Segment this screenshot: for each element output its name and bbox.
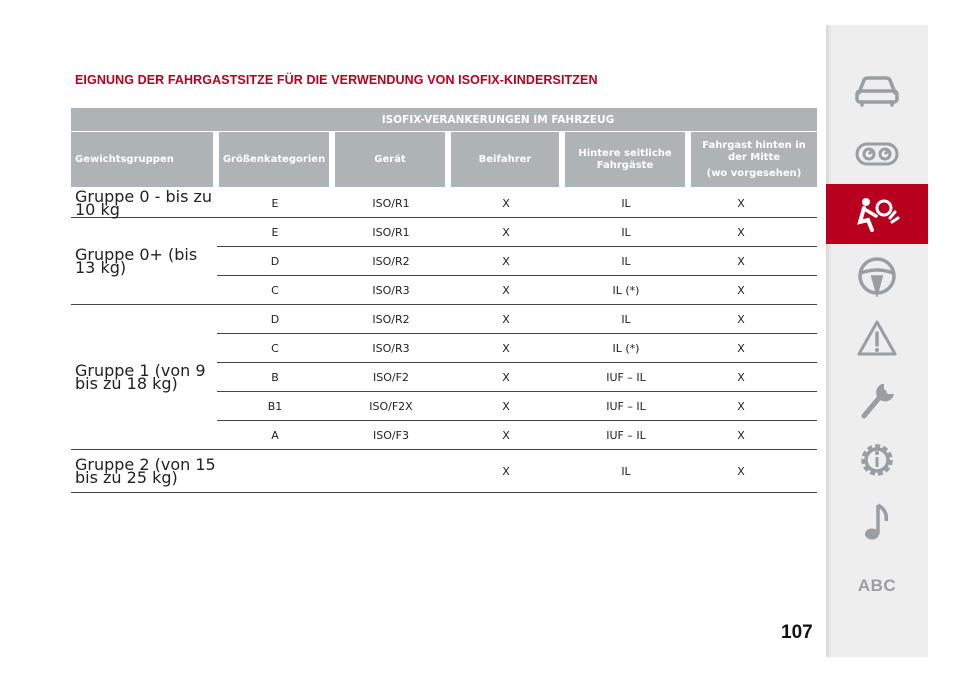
header-rear-side-passengers: Hintere seitliche Fahrgäste [565, 132, 685, 187]
table-cell: ISO/F2 [373, 370, 409, 384]
table-cell: E [271, 225, 279, 239]
table-cell: B [271, 370, 279, 384]
table-row [217, 392, 817, 421]
header-device: Gerät [335, 132, 445, 187]
table-row [217, 363, 817, 392]
weight-group-label: Gruppe 1 (von 9 bis zu 18 kg) [75, 361, 206, 393]
table-cell: X [737, 341, 745, 355]
weight-group-label: Gruppe 2 (von 15 bis zu 25 kg) [75, 455, 216, 487]
table-row [217, 276, 817, 304]
table-cell: X [737, 254, 745, 268]
sidebar-item-technical[interactable] [826, 430, 928, 490]
header-rear-center-label: Fahrgast hinten in der Mitte [702, 139, 806, 163]
car-icon [854, 73, 900, 107]
table-row [217, 421, 817, 449]
table-cell: X [502, 196, 510, 210]
weight-group-label: Gruppe 0+ (bis 13 kg) [75, 245, 198, 277]
table-row [217, 218, 817, 247]
table-cell: IL [621, 196, 631, 210]
table-cell: IL [621, 464, 631, 478]
table-group [71, 189, 817, 218]
airbag-icon [854, 194, 900, 234]
table-cell: D [270, 312, 280, 326]
table-cell: X [502, 283, 510, 297]
table-cell: C [271, 341, 279, 355]
table-cell: A [271, 428, 279, 442]
weight-group-label: Gruppe 0 - bis zu 10 kg [75, 187, 213, 219]
table-cell: ISO/F2X [369, 399, 413, 413]
table-body [71, 189, 817, 493]
table-cell: ISO/R3 [372, 341, 410, 355]
table-group [71, 305, 817, 450]
isofix-table [71, 108, 817, 493]
sidebar-item-car[interactable] [826, 60, 928, 120]
table-cell: IL (*) [612, 341, 640, 355]
table-cell: ISO/R2 [372, 254, 410, 268]
table-row [217, 334, 817, 363]
warning-icon [855, 318, 899, 358]
table-row [217, 189, 817, 217]
table-cell: X [737, 283, 745, 297]
table-cell: X [502, 370, 510, 384]
table-cell: D [270, 254, 280, 268]
table-cell: IL [621, 254, 631, 268]
table-cell: ISO/R3 [372, 283, 410, 297]
table-cell: X [502, 341, 510, 355]
table-row [217, 450, 817, 492]
music-note-icon [862, 501, 892, 543]
table-cell: E [271, 196, 279, 210]
table-cell [333, 450, 449, 492]
header-front-passenger: Beifahrer [451, 132, 559, 187]
table-row [217, 247, 817, 276]
page-title: EIGNUNG DER FAHRGASTSITZE FÜR DIE VERWENDUNG VON ISOFIX-KINDERSITZEN [75, 73, 598, 87]
table-cell: ISO/R2 [372, 312, 410, 326]
table-cell: IL [621, 312, 631, 326]
sidebar-item-dashboard[interactable] [826, 124, 928, 184]
header-rear-center-passenger [691, 132, 817, 187]
table-cell: X [502, 399, 510, 413]
table-row [217, 305, 817, 334]
table-cell: X [502, 312, 510, 326]
table-cell: X [502, 225, 510, 239]
table-cell: X [737, 464, 745, 478]
table-cell: IUF – IL [606, 399, 646, 413]
table-cell: X [737, 428, 745, 442]
table-cell: X [737, 399, 745, 413]
table-cell: ISO/R1 [372, 196, 410, 210]
page-number: 107 [781, 622, 813, 643]
table-group [71, 218, 817, 305]
table-band-header: ISOFIX-VERANKERUNGEN IM FAHRZEUG [71, 108, 817, 132]
table-header-row [71, 132, 817, 187]
table-cell: C [271, 283, 279, 297]
table-cell: IL (*) [612, 283, 640, 297]
table-cell: X [502, 254, 510, 268]
table-cell: IL [621, 225, 631, 239]
sidebar-item-warning[interactable] [826, 308, 928, 368]
table-cell: IUF – IL [606, 428, 646, 442]
table-cell: X [502, 428, 510, 442]
dashboard-icon [854, 139, 900, 169]
table-cell: X [737, 370, 745, 384]
header-rear-center-note: (wo vorgesehen) [706, 167, 802, 179]
sidebar-item-steering[interactable] [826, 246, 928, 306]
table-cell: IUF – IL [606, 370, 646, 384]
header-weight-groups: Gewichtsgruppen [71, 132, 213, 187]
abc-icon: ABC [857, 576, 897, 595]
table-cell: X [737, 225, 745, 239]
info-gear-icon [855, 438, 899, 482]
table-cell: X [502, 464, 510, 478]
sidebar-item-index[interactable] [826, 556, 928, 616]
table-cell [217, 450, 333, 492]
table-cell: ISO/R1 [372, 225, 410, 239]
wrench-icon [856, 378, 898, 422]
sidebar-item-maintenance[interactable] [826, 370, 928, 430]
sidebar-item-safety[interactable] [826, 184, 928, 244]
sidebar-item-multimedia[interactable] [826, 492, 928, 552]
header-size-categories: Größenkategorien [219, 132, 329, 187]
table-cell: X [737, 312, 745, 326]
table-cell: X [737, 196, 745, 210]
table-group [71, 450, 817, 493]
table-cell: ISO/F3 [373, 428, 409, 442]
steering-wheel-icon [856, 255, 898, 297]
table-cell: B1 [267, 399, 283, 413]
